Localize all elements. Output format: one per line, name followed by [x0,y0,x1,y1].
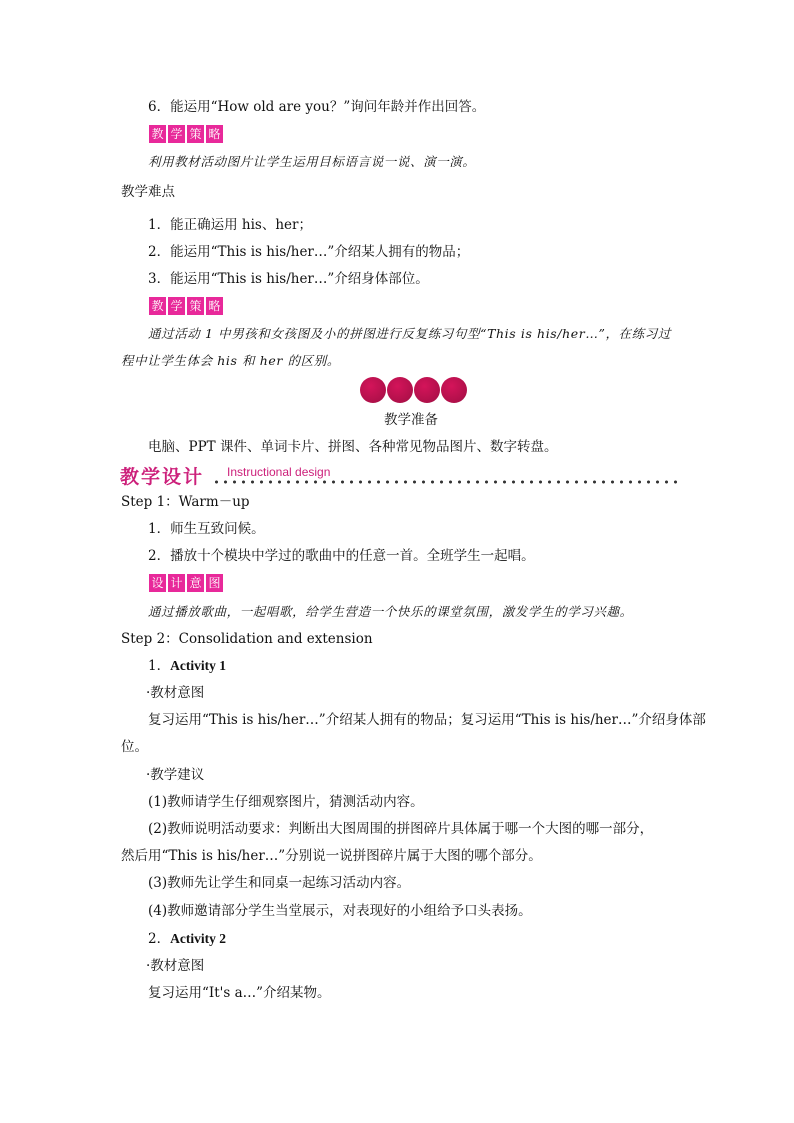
tag-char: 学 [168,297,185,315]
tag-char: 略 [206,297,223,315]
tag-char: 策 [187,297,204,315]
difficulty-heading: 教学难点 [121,184,175,200]
activity-1-title: Activity 1 [170,658,226,673]
circle-icon [414,377,440,403]
circle-icon [360,377,386,403]
strategy-text-1: 利用教材活动图片让学生运用目标语言说一说、演一演。 [148,154,476,169]
objective-6: 6．能运用“How old are you？”询问年龄并作出回答。 [148,99,486,115]
activity-1-heading [148,656,226,676]
a1-suggest-heading: ·教学建议 [146,767,205,783]
prep-heading: 教学准备 [384,412,438,428]
tag-char: 意 [187,574,204,592]
activity-2-title: Activity 2 [170,931,226,946]
tag-char: 策 [187,125,204,143]
design-subtitle: Instructional design [227,465,331,479]
tag-char: 略 [206,125,223,143]
strategy-text-2a: 通过活动 1 中男孩和女孩图及小的拼图进行反复练习句型“This is his/her…”，在练习过 [148,326,671,341]
tag-char: 学 [168,125,185,143]
step1-item-1: 1．师生互致问候。 [148,521,265,537]
design-title: 教学设计 [120,466,205,488]
tag-char: 图 [206,574,223,592]
difficulty-1: 1．能正确运用 his、her； [148,217,312,233]
activity-1-number: 1． [148,658,171,674]
circle-icon [387,377,413,403]
difficulty-3: 3．能运用“This is his/her…”介绍身体部位。 [148,271,429,287]
circle-icon [441,377,467,403]
a1-suggest-3: (3)教师先让学生和同桌一起练习活动内容。 [148,875,411,891]
a1-suggest-1: (1)教师请学生仔细观察图片，猜测活动内容。 [148,794,424,810]
strategy-text-2b: 程中让学生体会 his 和 her 的区别。 [121,353,340,368]
a1-suggest-2b: 然后用“This is his/her…”分别说一说拼图碎片属于大图的哪个部分。 [121,848,542,864]
a2-intent-heading: ·教材意图 [146,958,205,974]
tag-char: 教 [149,125,166,143]
step-1: Step 1：Warm－up [121,494,250,510]
strategy-tag-1 [149,125,223,143]
step1-item-2: 2．播放十个模块中学过的歌曲中的任意一首。全班学生一起唱。 [148,548,535,564]
a1-intent-heading: ·教材意图 [146,685,205,701]
prep-text: 电脑、PPT 课件、单词卡片、拼图、各种常见物品图片、数字转盘。 [148,439,558,455]
intent-text: 通过播放歌曲，一起唱歌，给学生营造一个快乐的课堂氛围，激发学生的学习兴趣。 [148,604,633,619]
tag-char: 设 [149,574,166,592]
a1-intent-a: 复习运用“This is his/her…”介绍某人拥有的物品；复习运用“This is his/her…”介绍身体部 [148,712,706,728]
difficulty-2: 2．能运用“This is his/her…”介绍某人拥有的物品； [148,244,470,260]
a2-intent: 复习运用“It's a…”介绍某物。 [148,985,331,1001]
activity-2-heading [148,929,226,949]
a1-suggest-4: (4)教师邀请部分学生当堂展示，对表现好的小组给予口头表扬。 [148,903,532,919]
strategy-tag-2 [149,297,223,315]
intent-tag [149,574,223,592]
tag-char: 计 [168,574,185,592]
tag-char: 教 [149,297,166,315]
step-2: Step 2：Consolidation and extension [121,631,373,647]
activity-2-number: 2． [148,931,171,947]
a1-suggest-2a: (2)教师说明活动要求：判断出大图周围的拼图碎片具体属于哪一个大图的哪一部分， [148,821,654,837]
section-circles [360,377,467,403]
dotted-divider [212,480,682,484]
a1-intent-b: 位。 [121,739,148,755]
